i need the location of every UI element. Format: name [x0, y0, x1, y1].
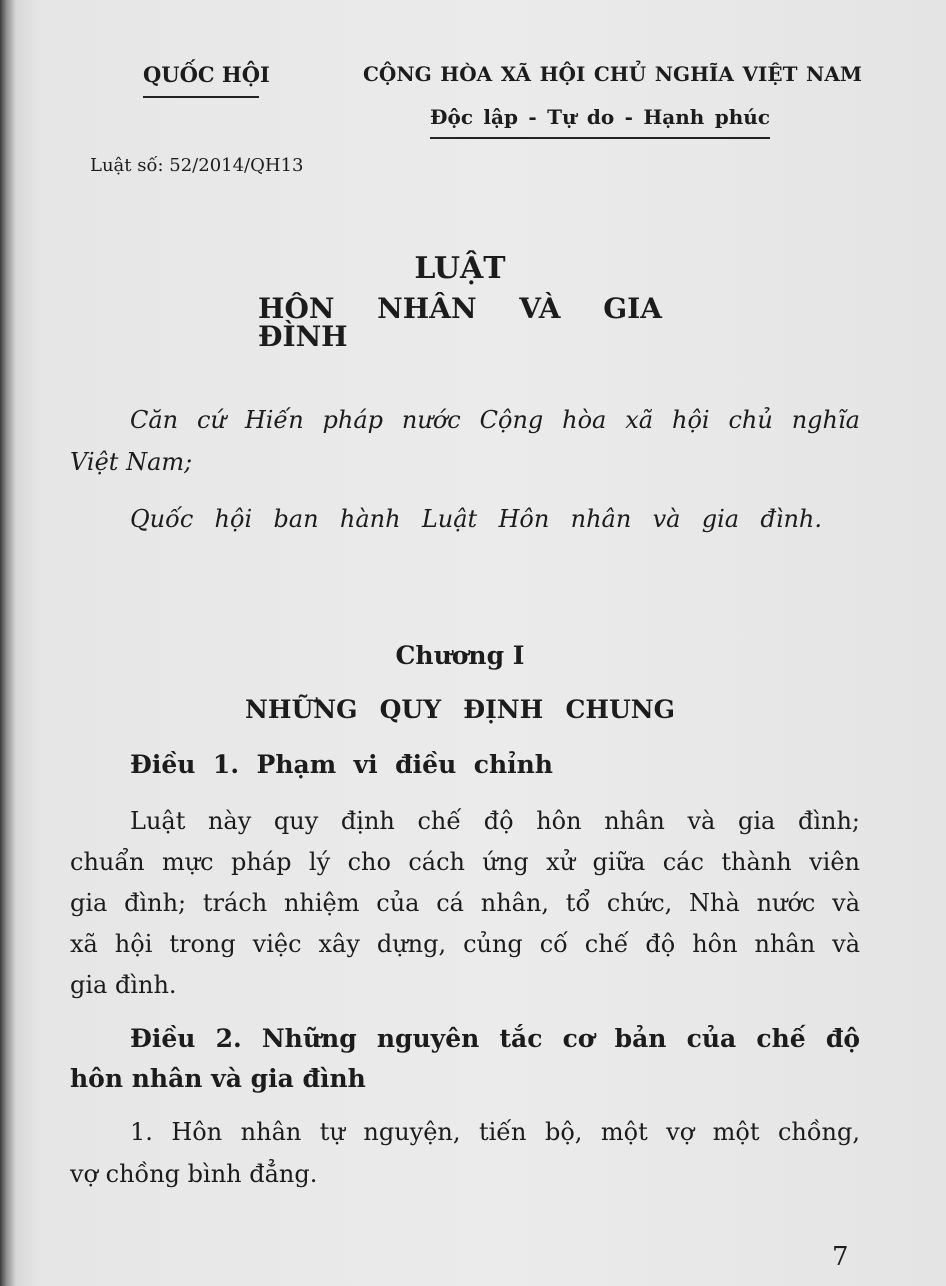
article1-line: xã hội trong việc xây dựng, củng cố chế độ hôn nhân và: [70, 930, 860, 958]
article1-line: Luật này quy định chế độ hôn nhân và gia đình;: [130, 807, 860, 835]
law-number: Luật số: 52/2014/QH13: [90, 155, 304, 176]
article1-line: gia đình; trách nhiệm của cá nhân, tổ chức, Nhà nước và: [70, 889, 860, 917]
article1-heading: Điều 1. Phạm vi điều chỉnh: [130, 750, 553, 779]
page-number: 7: [832, 1242, 849, 1272]
preamble-line3: Quốc hội ban hành Luật Hôn nhân và gia đình.: [130, 505, 822, 533]
article1-line: chuẩn mực pháp lý cho cách ứng xử giữa các thành viên: [70, 848, 860, 876]
title-line1: LUẬT: [414, 251, 506, 286]
motto-underline: [430, 137, 770, 139]
article1-line: gia đình.: [70, 971, 177, 999]
chapter-title: NHỮNG QUY ĐỊNH CHUNG: [245, 695, 675, 724]
article2-heading-line1: Điều 2. Những nguyên tắc cơ bản của chế độ: [130, 1024, 860, 1053]
country-name: CỘNG HÒA XÃ HỘI CHỦ NGHĨA VIỆT NAM: [363, 62, 862, 86]
title-line2: HÔN NHÂN VÀ GIA ĐÌNH: [258, 292, 662, 353]
article2-line: 1. Hôn nhân tự nguyện, tiến bộ, một vợ một chồng,: [130, 1118, 860, 1146]
issuer-underline: [143, 96, 259, 98]
preamble-line1: Căn cứ Hiến pháp nước Cộng hòa xã hội chủ nghĩa: [130, 406, 860, 434]
motto: Độc lập - Tự do - Hạnh phúc: [430, 105, 770, 129]
chapter-number: Chương I: [395, 641, 525, 670]
article2-line: vợ chồng bình đẳng.: [70, 1160, 318, 1188]
issuer: QUỐC HỘI: [143, 62, 270, 87]
article2-heading-line2: hôn nhân và gia đình: [70, 1064, 366, 1093]
preamble-line2: Việt Nam;: [70, 448, 193, 476]
